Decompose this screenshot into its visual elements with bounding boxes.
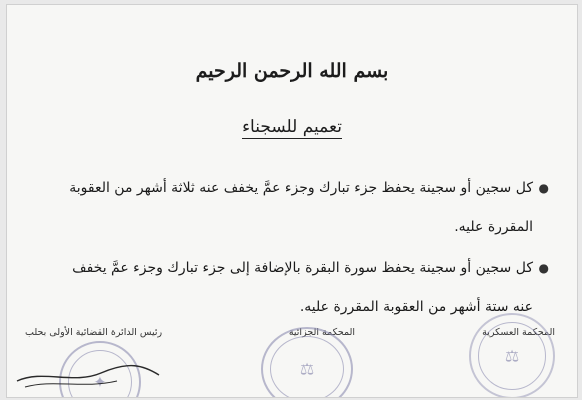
- document-title-text: تعميم للسجناء: [242, 117, 342, 137]
- scales-icon: ⚖: [299, 359, 315, 379]
- list-item-text: كل سجين أو سجينة يحفظ جزء تبارك وجزء عمَّ يخفف عنه ثلاثة أشهر من العقوبة المقررة عليه.: [69, 180, 533, 235]
- basmala-heading: بسم الله الرحمن الرحيم: [195, 60, 389, 82]
- document-page: [6, 4, 578, 398]
- handwritten-signature: [13, 351, 163, 391]
- signature-judicial-office: رئيس الدائرة القضائية الأولى بحلب: [25, 327, 163, 338]
- bullet-icon: ●: [538, 181, 549, 195]
- signature-military-court: المحكمة العسكرية: [482, 327, 555, 338]
- seal-icon: ✦: [93, 372, 107, 392]
- scales-icon: ⚖: [504, 346, 520, 366]
- stamp-military-court: [469, 313, 555, 398]
- list-item: [63, 249, 549, 327]
- list-item-text: كل سجين أو سجينة يحفظ سورة البقرة بالإضافة إلى جزء تبارك وجزء عمَّ يخفف عنه ستة أشهر من العقوبة المقررة عليه.: [72, 260, 533, 315]
- list-item: [63, 169, 549, 247]
- document-title: [7, 117, 577, 137]
- bullet-icon: ●: [538, 261, 549, 275]
- signature-criminal-court: المحكمة الجزائية: [288, 327, 355, 338]
